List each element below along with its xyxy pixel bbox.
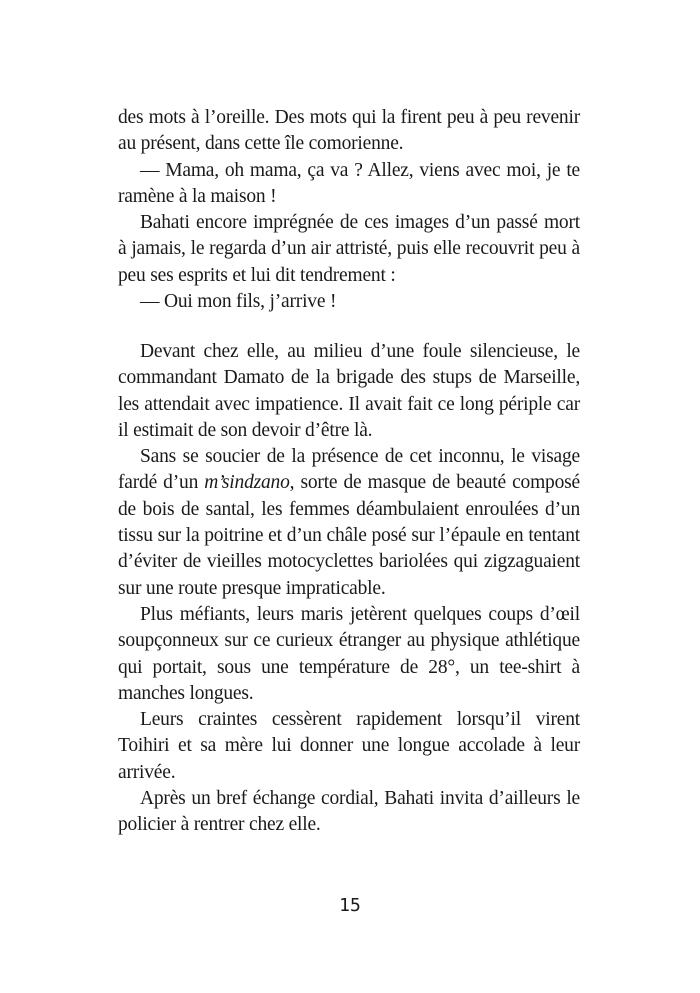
page-number: 15 [339,895,361,916]
paragraph-women-start: Sans se soucier de la présence de cet inconnu, le visage fardé d’un [118,446,580,494]
paragraph-damato: Devant chez elle, au milieu d’une foule silencieuse, le commandant Damato de la brigade des stups de Marseille, les attendait avec impatience. Il avait fait ce long périple car il estimait de son devoir d’être là. [118,341,580,441]
paragraph-dialogue-son: — Mama, oh mama, ça va ? Allez, viens avec moi, je te ramène à la maison ! [118,159,580,207]
paragraph-husbands: Plus méfiants, leurs maris jetèrent quelques coups d’œil soupçonneux sur ce curieux étranger au physique athlétique qui portait, sous une température de 28°, un tee-shirt à manches longues. [118,603,580,704]
paragraph-dialogue-reply: — Oui mon fils, j’arrive ! [140,291,337,313]
paragraph-bahati: Bahati encore imprégnée de ces images d’un passé mort à jamais, le regarda d’un air attristé, puis elle recouvrit peu à peu ses esprits et lui dit tendrement : [118,212,580,286]
paragraph-invitation: Après un bref échange cordial, Bahati invita d’ailleurs le policier à rentrer chez elle. [118,788,580,836]
italic-term: m’sindzano [204,472,290,494]
paragraph-continuation: des mots à l’oreille. Des mots qui la firent peu à peu revenir au présent, dans cette île comorienne. [118,107,580,155]
paragraph-fears: Leurs craintes cessèrent rapidement lorsqu’il virent Toihiri et sa mère lui donner une longue accolade à leur arrivée. [118,709,580,783]
text-section-bottom [118,339,580,839]
paragraph-women [118,444,580,602]
paragraph-women-end: , sorte de masque de beauté composé de bois de santal, les femmes déambulaient enroulées d’un tissu sur la poitrine et d’un châle posé sur l’épaule en tentant d’éviter de vieilles motocyclettes bariolées qui zigzaguaient sur une route presque impraticable. [118,472,580,599]
text-section-top [118,105,580,315]
